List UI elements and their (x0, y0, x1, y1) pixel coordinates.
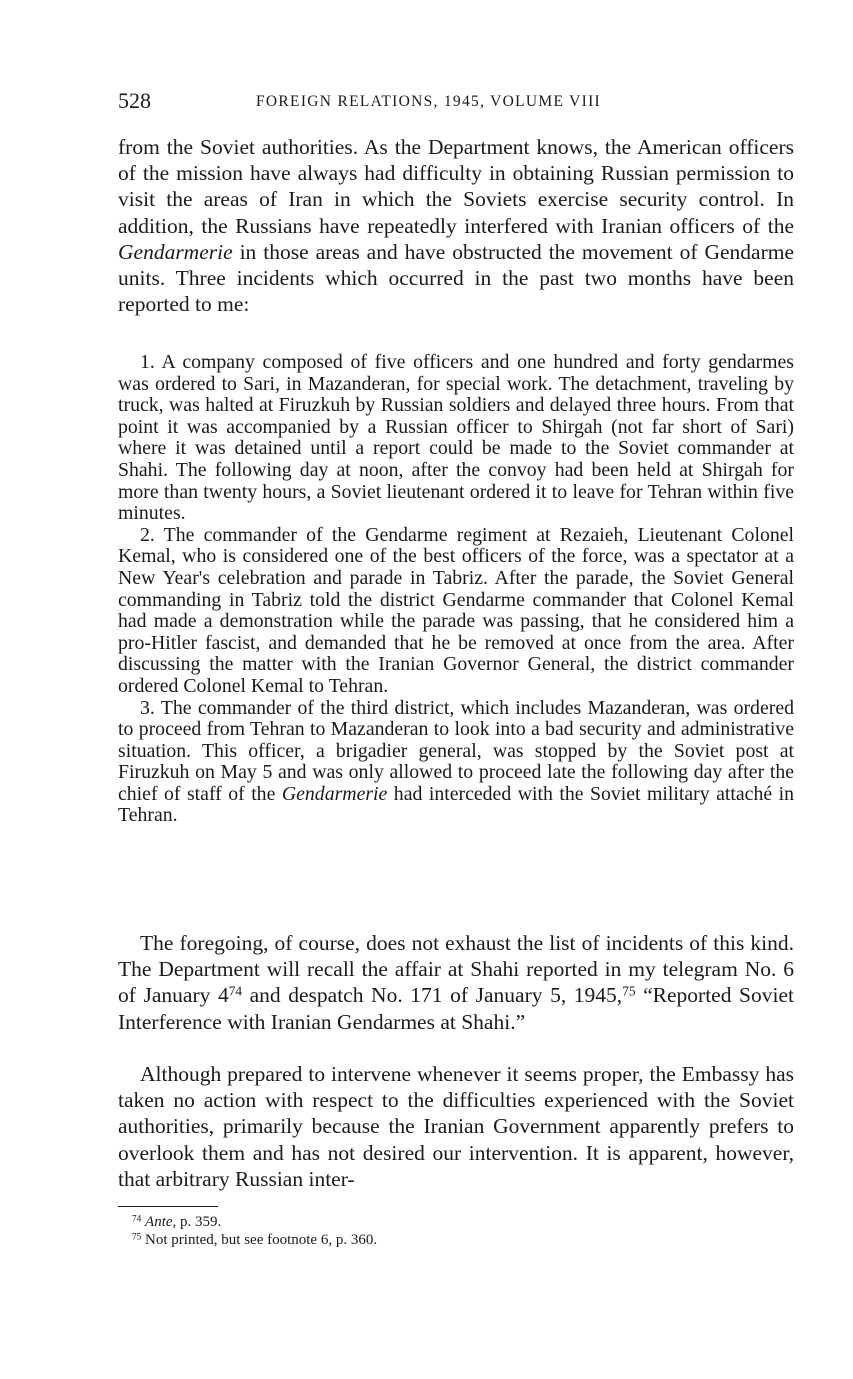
footnote-marker-75: 75 (132, 1231, 142, 1242)
footnote-divider (118, 1206, 218, 1207)
footnote-75 (118, 1232, 794, 1250)
paragraph-intro (118, 134, 794, 317)
footnote-75-text: Not printed, but see footnote 6, p. 360. (141, 1231, 378, 1248)
paragraph-intro-text-b: in those areas and have obstructed the movement of Gendarme units. Three incidents which occurred in the past two months have been reported to me: (118, 239, 794, 317)
incident-3-italic: Gendarmerie (281, 782, 388, 805)
incident-item-3 (118, 698, 794, 828)
paragraph-intro-text-a: from the Soviet authorities. As the Department knows, the American officers of the mission have always had difficulty in obtaining Russian permission to visit the areas of Iran in which the Soviets exercise security control. In addition, the Russians have repeatedly interfered with Iranian officers of the (118, 135, 794, 238)
paragraph-intro-italic: Gendarmerie (118, 239, 233, 264)
footnote-marker-74: 74 (132, 1214, 142, 1225)
page-header (118, 88, 794, 118)
page-number: 528 (118, 88, 151, 113)
footnote-74 (118, 1214, 794, 1232)
footnote-74-italic: Ante (145, 1214, 173, 1230)
paragraph-foregoing-text-b: and despatch No. 171 of January 5, 1945, (242, 983, 623, 1008)
footnote-ref-74: 74 (228, 983, 243, 999)
paragraph-foregoing (118, 930, 794, 1035)
incident-list (118, 352, 794, 827)
paragraph-although: Although prepared to intervene whenever it seems proper, the Embassy has taken no action with respect to the difficulties experienced with the Soviet authorities, primarily because the Iranian Government apparently prefers to overlook them and has not desired our intervention. It is apparent, however, that arbitrary Russian inter- (118, 1062, 794, 1191)
footnotes (118, 1214, 794, 1249)
incident-3-text-a: 3. The commander of the third district, which includes Mazanderan, was ordered to proceed from Tehran to Mazanderan to look into a bad security and administrative situation. This officer, a brigadier general, was stopped by the Soviet post at Firuzkuh on May 5 and was only allowed to proceed late the following day after the chief of staff of the (118, 696, 794, 805)
paragraph-foregoing-text-c: “Reported Soviet Interference with Iranian Gendarmes at Shahi.” (118, 983, 794, 1034)
footnote-ref-75: 75 (622, 983, 636, 999)
running-title: FOREIGN RELATIONS, 1945, VOLUME VIII (256, 93, 602, 110)
incident-item-1: 1. A company composed of five officers and one hundred and forty gendarmes was ordered to Sari, in Mazanderan, for special work. The detachment, traveling by truck, was halted at Firuzkuh by Russian soldiers and delayed three hours. From that point it was accompanied by a Russian officer to Shirgah (not far short of Sari) where it was detained until a report could be made to the Soviet commander at Shahi. The following day at noon, after the convoy had been held at Shirgah for more than twenty hours, a Soviet lieutenant ordered it to leave for Tehran within five minutes. (118, 351, 794, 525)
paragraph-foregoing-text-a: The foregoing, of course, does not exhaust the list of incidents of this kind. The Department will recall the affair at Shahi reported in my telegram No. 6 of January 4 (118, 931, 794, 1008)
incident-item-2: 2. The commander of the Gendarme regiment at Rezaieh, Lieutenant Colonel Kemal, who is considered one of the best officers of the force, was a spectator at a New Year's celebration and parade in Tabriz. After the parade, the Soviet General commanding in Tabriz told the district Gendarme commander that Colonel Kemal had made a demonstration while the parade was passing, that he considered him a pro-Hitler fascist, and demanded that he be removed at once from the area. After discussing the matter with the Iranian Governor General, the district commander ordered Colonel Kemal to Tehran. (118, 523, 794, 697)
incident-3-text-b: had interceded with the Soviet military attaché in Tehran. (118, 782, 794, 827)
footnote-74-text: , p. 359. (172, 1214, 222, 1230)
